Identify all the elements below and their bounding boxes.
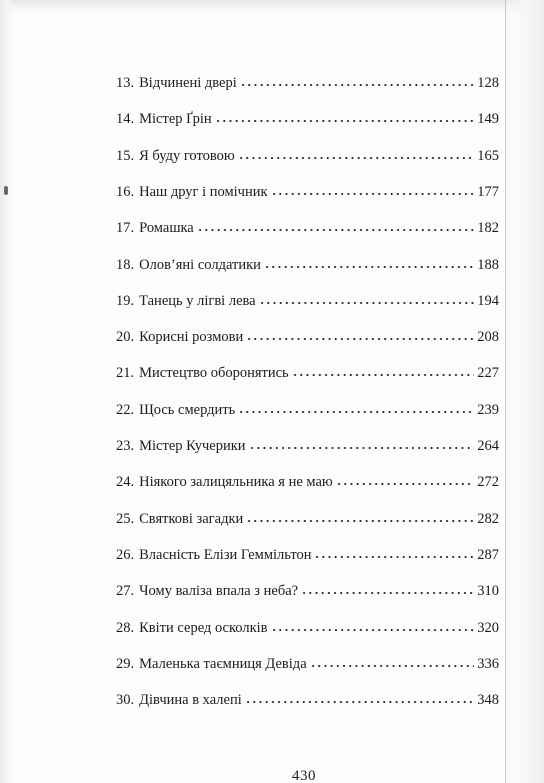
chapter-title: Власність Елізи Геммільтон (139, 546, 312, 563)
toc-entry (116, 146, 499, 166)
chapter-number: 19. (116, 292, 135, 309)
chapter-number: 22. (116, 401, 135, 418)
chapter-title: Ніякого залицяльника я не маю (139, 474, 333, 491)
toc-entry (116, 690, 499, 710)
chapter-title: Олов’яні солдатики (139, 256, 261, 273)
dot-leader (336, 472, 475, 486)
dot-leader (240, 73, 475, 87)
chapter-title: Корисні розмови (139, 329, 244, 346)
chapter-page-number: 177 (477, 183, 499, 200)
dot-leader (249, 436, 475, 450)
chapter-number: 28. (116, 619, 135, 636)
chapter-title: Танець у лігві лева (139, 292, 256, 309)
toc-entry (116, 509, 499, 529)
chapter-number: 18. (116, 256, 135, 273)
chapter-page-number: 310 (477, 583, 499, 600)
toc-entry (116, 327, 499, 347)
chapter-title: Містер Кучерики (139, 438, 246, 454)
toc-entry (116, 436, 499, 456)
dot-leader (245, 690, 474, 704)
dot-leader (246, 327, 474, 341)
chapter-title: Ромашка (139, 220, 194, 237)
chapter-title: Мистецтво оборонятись (139, 365, 289, 382)
chapter-page-number: 264 (477, 438, 499, 454)
toc-entry (116, 109, 499, 129)
toc-entry (116, 472, 499, 492)
chapter-title: Квіти серед осколків (139, 619, 268, 636)
chapter-title: Відчинені двері (139, 75, 237, 91)
chapter-page-number: 227 (477, 365, 499, 382)
chapter-page-number: 128 (477, 75, 499, 91)
chapter-title: Наш друг і помічник (139, 183, 268, 200)
dot-leader (271, 618, 475, 632)
chapter-page-number: 320 (477, 619, 499, 636)
page-number: 430 (292, 768, 316, 783)
dot-leader (314, 545, 474, 559)
chapter-number: 14. (116, 111, 135, 128)
dot-leader (292, 363, 475, 377)
chapter-number: 26. (116, 546, 135, 563)
chapter-page-number: 194 (477, 292, 499, 309)
dot-leader (271, 182, 475, 196)
chapter-title: Містер Ґрін (139, 111, 212, 128)
chapter-page-number: 272 (477, 474, 499, 491)
chapter-title: Я буду готовою (139, 147, 235, 164)
toc-entry (116, 363, 499, 383)
chapter-page-number: 149 (477, 111, 499, 128)
dot-leader (246, 509, 474, 523)
chapter-page-number: 208 (477, 329, 499, 346)
chapter-number: 30. (116, 692, 135, 709)
toc-entry (116, 581, 499, 601)
toc-entry (116, 545, 499, 565)
chapter-page-number: 182 (477, 220, 499, 237)
chapter-page-number: 188 (477, 256, 499, 273)
toc-entry (116, 73, 499, 93)
dot-leader (238, 400, 474, 414)
toc-entry (116, 400, 499, 420)
chapter-number: 13. (116, 75, 135, 91)
dot-leader (238, 146, 475, 160)
dot-leader (197, 218, 475, 232)
toc-entry (116, 654, 499, 674)
chapter-title: Маленька таємниця Девіда (139, 655, 307, 672)
chapter-number: 27. (116, 583, 135, 600)
toc-entry (116, 291, 499, 311)
dot-leader (264, 255, 474, 269)
chapter-number: 21. (116, 365, 135, 382)
toc-entry (116, 255, 499, 275)
toc-entry (116, 218, 499, 238)
chapter-page-number: 282 (477, 510, 499, 527)
chapter-number: 17. (116, 220, 135, 237)
toc-entry (116, 182, 499, 202)
chapter-title: Дівчина в халепі (139, 692, 242, 709)
chapter-number: 16. (116, 183, 135, 200)
dot-leader (310, 654, 475, 668)
chapter-title: Святкові загадки (139, 510, 244, 527)
chapter-number: 25. (116, 510, 135, 527)
chapter-number: 20. (116, 329, 135, 346)
chapter-page-number: 165 (477, 147, 499, 164)
chapter-page-number: 287 (477, 546, 499, 563)
dot-leader (259, 291, 475, 305)
chapter-page-number: 336 (477, 655, 499, 672)
chapter-title: Щось смердить (139, 401, 236, 418)
dot-leader (301, 581, 474, 595)
chapter-page-number: 239 (477, 401, 499, 418)
chapter-page-number: 348 (477, 692, 499, 709)
chapter-number: 23. (116, 438, 135, 454)
chapter-number: 15. (116, 147, 135, 164)
chapter-number: 24. (116, 474, 135, 491)
chapter-number: 29. (116, 655, 135, 672)
dot-leader (215, 109, 475, 123)
toc-entry (116, 618, 499, 638)
chapter-title: Чому валіза впала з неба? (139, 583, 299, 600)
